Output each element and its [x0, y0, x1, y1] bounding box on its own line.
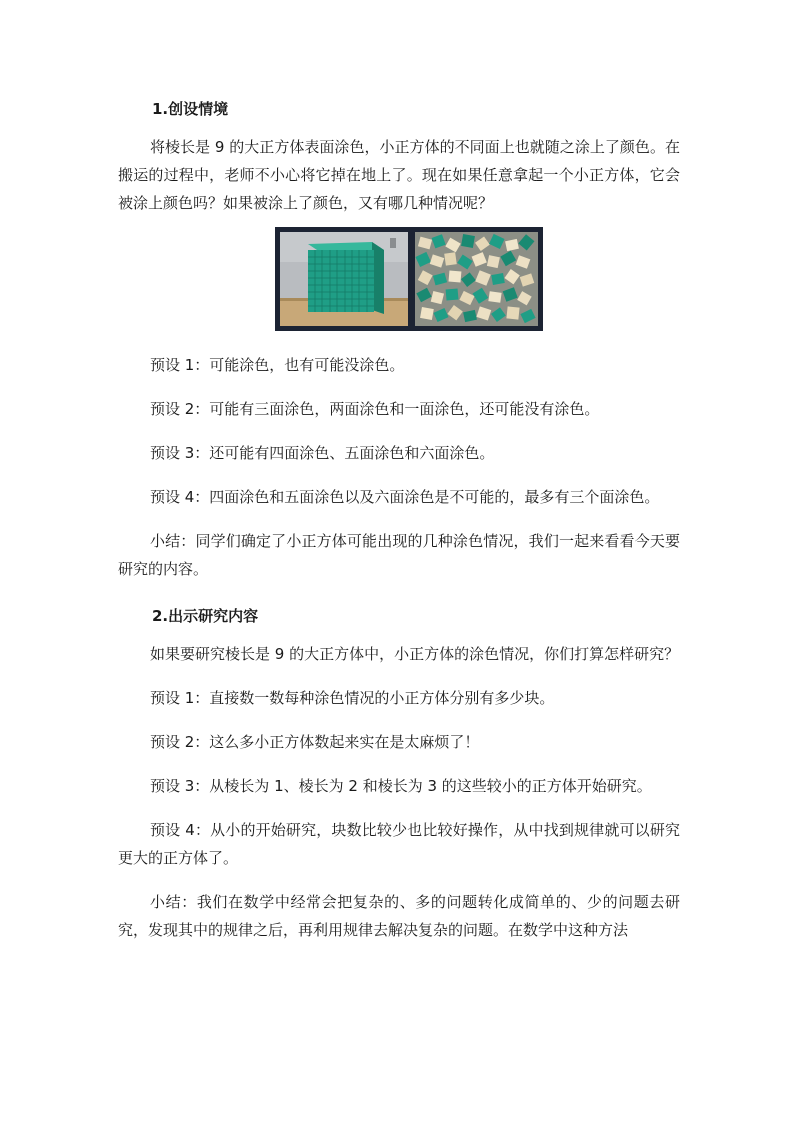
section-1-heading: 1.创设情境: [152, 100, 229, 118]
section-2-preset-4: 预设 4：从小的开始研究，块数比较少也比较好操作，从中找到规律就可以研究更大的正方体了。: [118, 821, 680, 867]
section-2-preset-1: 预设 1：直接数一数每种涂色情况的小正方体分别有多少块。: [150, 689, 555, 707]
section-2-summary: 小结：我们在数学中经常会把复杂的、多的问题转化成简单的、少的问题去研究，发现其中的规律之后，再利用规律去解决复杂的问题。在数学中这种方法: [118, 893, 680, 939]
section-1-preset-2: 预设 2：可能有三面涂色，两面涂色和一面涂色，还可能没有涂色。: [150, 400, 600, 418]
section-1-preset-4: 预设 4：四面涂色和五面涂色以及六面涂色是不可能的，最多有三个面涂色。: [150, 488, 660, 506]
section-1-preset-3: 预设 3：还可能有四面涂色、五面涂色和六面涂色。: [150, 444, 495, 462]
scattered-cubes-photo: [415, 232, 538, 326]
section-2-heading: 2.出示研究内容: [152, 607, 259, 625]
section-1-preset-1: 预设 1：可能涂色，也有可能没涂色。: [150, 356, 405, 374]
section-1-summary: 小结：同学们确定了小正方体可能出现的几种涂色情况，我们一起来看看今天要研究的内容。: [118, 532, 680, 578]
painted-cube-photo: [280, 232, 408, 326]
page-content: [118, 92, 680, 960]
section-2-preset-2: 预设 2：这么多小正方体数起来实在是太麻烦了！: [150, 733, 480, 751]
section-1-intro: 将棱长是 9 的大正方体表面涂色，小正方体的不同面上也就随之涂上了颜色。在搬运的过程中，老师不小心将它掉在地上了。现在如果任意拿起一个小正方体，它会被涂上颜色吗？如果被涂上了颜色，又有哪几种情况呢？: [118, 138, 680, 212]
section-2-intro: 如果要研究棱长是 9 的大正方体中，小正方体的涂色情况，你们打算怎样研究？: [150, 645, 680, 663]
cube-photos-figure: [275, 227, 543, 331]
section-2-preset-3: 预设 3：从棱长为 1、棱长为 2 和棱长为 3 的这些较小的正方体开始研究。: [150, 777, 652, 795]
